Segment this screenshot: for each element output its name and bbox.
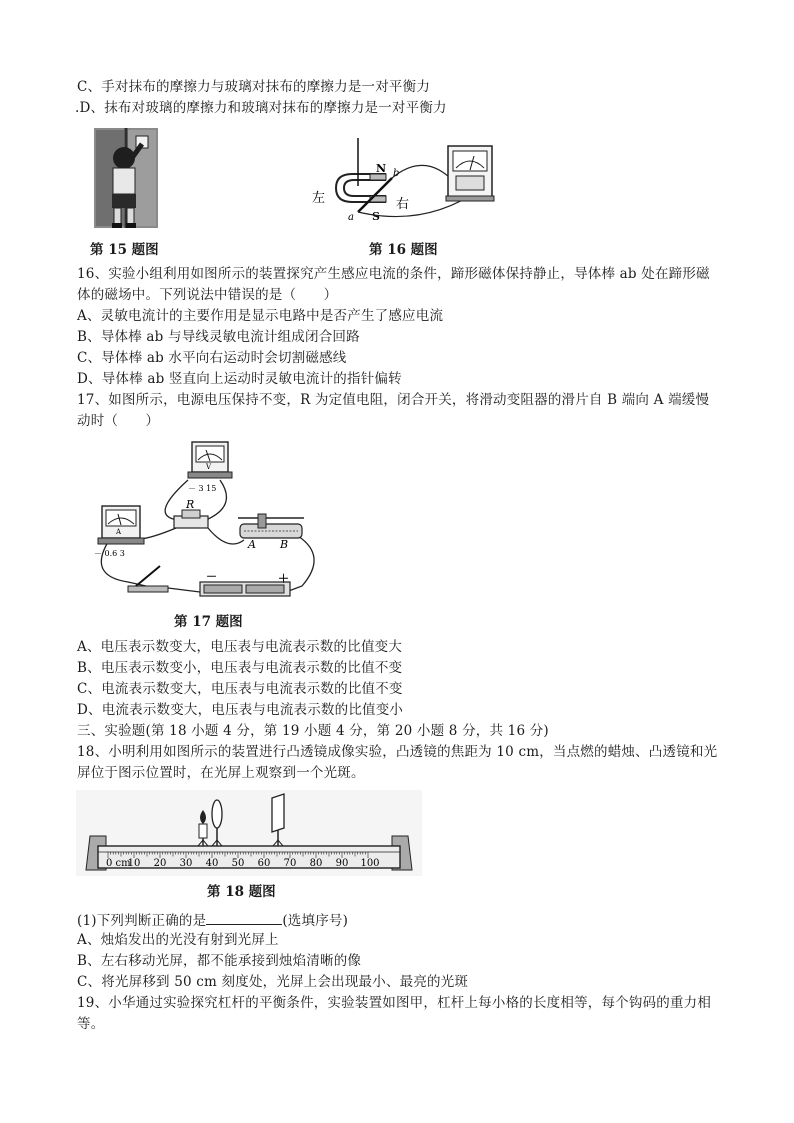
label-left: 左 <box>312 191 326 206</box>
figure-15-caption: 第 15 题图 <box>90 242 159 258</box>
rheostat-b-label: B <box>280 538 289 551</box>
q16-option-a: A、灵敏电流计的主要作用是显示电路中是否产生了感应电流 <box>77 308 444 324</box>
figure-16-image <box>306 136 506 228</box>
q16-option-c: C、导体棒 ab 水平向右运动时会切割磁感线 <box>77 350 347 366</box>
q18-sub1-suffix: (选填序号) <box>282 913 349 929</box>
q17-option-d: D、电流表示数变大，电压表与电流表示数的比值变小 <box>77 702 404 718</box>
scale-label-100: 100 <box>360 858 380 869</box>
figure-15 <box>94 128 158 232</box>
battery-plus: ＋ <box>278 572 289 585</box>
figure-15-image <box>94 128 158 228</box>
q19-stem-line2: 等。 <box>77 1016 105 1032</box>
magnet-n-label: N <box>376 162 387 175</box>
scale-label-60: 60 <box>257 858 271 869</box>
voltmeter-terminals: － 3 15 <box>188 484 217 493</box>
rheostat-a-label: A <box>248 538 256 551</box>
scale-label-80: 80 <box>309 858 323 869</box>
q18-stem-line2: 屏位于图示位置时，在光屏上观察到一个光斑。 <box>77 765 365 781</box>
q15-option-d: .D、抹布对玻璃的摩擦力和玻璃对抹布的摩擦力是一对平衡力 <box>75 100 447 116</box>
q18-option-a: A、烛焰发出的光没有射到光屏上 <box>77 932 279 948</box>
figure-18-image <box>76 790 422 876</box>
figure-17 <box>88 436 324 606</box>
scale-label-30: 30 <box>179 858 193 869</box>
scale-label-40: 40 <box>205 858 219 869</box>
rod-b-label: b <box>393 168 400 179</box>
voltmeter-label: V <box>206 463 212 471</box>
scale-label-10: 10 <box>127 858 141 869</box>
rod-a-label: a <box>348 212 354 223</box>
q16-option-b: B、导体棒 ab 与导线灵敏电流计组成闭合回路 <box>77 329 360 345</box>
scale-label-90: 90 <box>335 858 349 869</box>
q16-stem-line2: 体的磁场中。下列说法中错误的是（ ） <box>77 287 338 303</box>
magnet-s-label: S <box>372 210 380 223</box>
q16-stem-line1: 16、实验小组利用如图所示的装置探究产生感应电流的条件，蹄形磁体保持静止，导体棒 ab 处在蹄形磁 <box>77 266 710 282</box>
figure-18-caption: 第 18 题图 <box>207 884 276 900</box>
q18-option-b: B、左右移动光屏，都不能承接到烛焰清晰的像 <box>77 953 362 969</box>
figure-16 <box>306 136 506 232</box>
q17-option-b: B、电压表示数变小，电压表与电流表示数的比值不变 <box>77 660 403 676</box>
figure-16-caption: 第 16 题图 <box>369 242 438 258</box>
q18-stem-line1: 18、小明利用如图所示的装置进行凸透镜成像实验，凸透镜的焦距为 10 cm，当点燃的蜡烛、凸透镜和光 <box>77 744 718 760</box>
scale-label-70: 70 <box>283 858 297 869</box>
q15-option-c: C、手对抹布的摩擦力与玻璃对抹布的摩擦力是一对平衡力 <box>77 79 431 95</box>
q16-option-d: D、导体棒 ab 竖直向上运动时灵敏电流计的指针偏转 <box>77 371 402 387</box>
q17-stem-line2: 动时（ ） <box>77 413 160 429</box>
q18-sub1-prefix: (1)下列判断正确的是 <box>77 913 207 929</box>
section-3-heading: 三、实验题(第 18 小题 4 分，第 19 小题 4 分，第 20 小题 8 分，共 16 分) <box>77 723 549 739</box>
q17-option-a: A、电压表示数变大，电压表与电流表示数的比值变大 <box>77 639 403 655</box>
answer-blank[interactable] <box>206 910 282 925</box>
resistor-label: R <box>186 498 195 511</box>
q19-stem-line1: 19、小华通过实验探究杠杆的平衡条件，实验装置如图甲，杠杆上每小格的长度相等，每个钩码的重力相 <box>77 995 712 1011</box>
scale-label-50: 50 <box>231 858 245 869</box>
q18-sub1 <box>77 910 348 930</box>
battery-minus: － <box>206 570 217 583</box>
figure-18 <box>76 790 422 880</box>
q17-option-c: C、电流表示数变大，电压表与电流表示数的比值不变 <box>77 681 403 697</box>
figure-17-image <box>88 436 324 602</box>
scale-label-20: 20 <box>153 858 167 869</box>
label-right: 右 <box>396 197 410 212</box>
ammeter-terminals: － 0.6 3 <box>94 549 125 558</box>
scale-zero-label: 0 cm <box>106 858 131 869</box>
q18-option-c: C、将光屏移到 50 cm 刻度处，光屏上会出现最小、最亮的光斑 <box>77 974 469 990</box>
figure-17-caption: 第 17 题图 <box>174 614 243 630</box>
q17-stem-line1: 17、如图所示，电源电压保持不变，R 为定值电阻，闭合开关，将滑动变阻器的滑片自 B 端向 A 端缓慢 <box>77 392 710 408</box>
ammeter-label: A <box>116 528 122 536</box>
